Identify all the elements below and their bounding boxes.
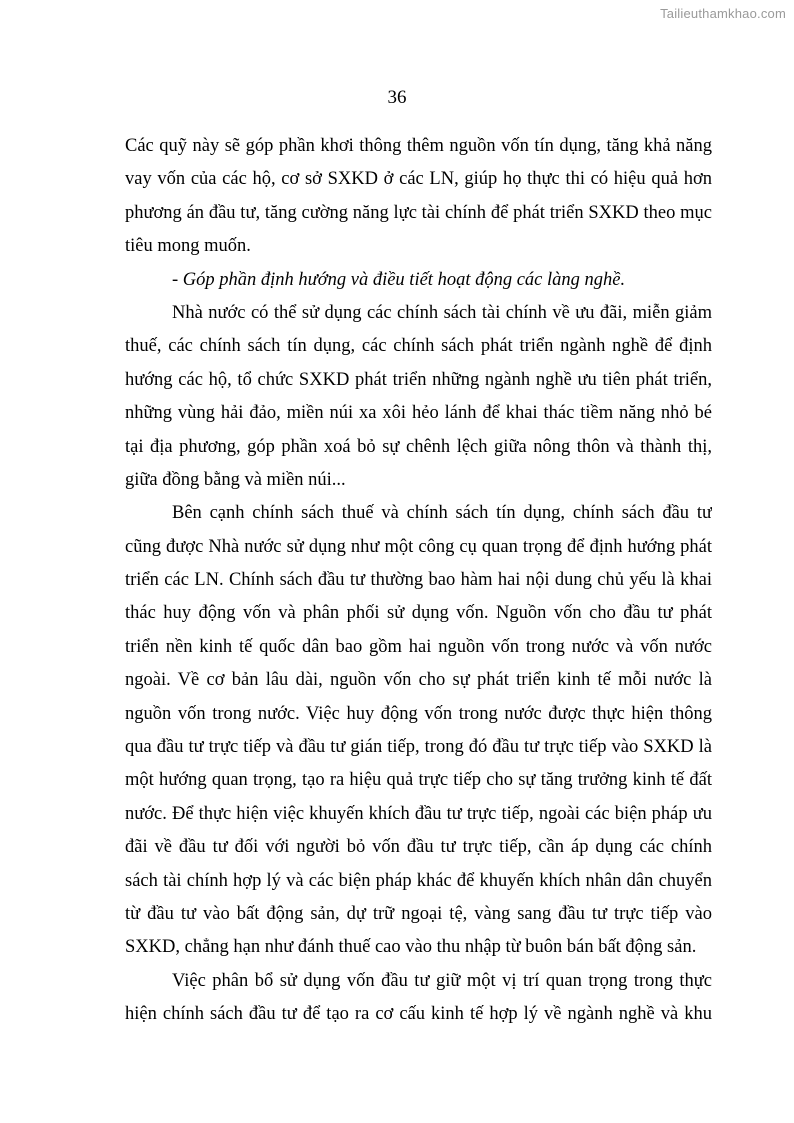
text-line: thác huy động vốn và phân phối sử dụng vốn. Nguồn vốn cho đầu tư phát (125, 603, 712, 624)
subheading (125, 264, 712, 297)
text-line: Bên cạnh chính sách thuế và chính sách tín dụng, chính sách đầu tư (172, 503, 712, 524)
text-line: qua đầu tư trực tiếp và đầu tư gián tiếp, trong đó đầu tư trực tiếp vào SXKD là (125, 737, 712, 758)
text-line: tại địa phương, góp phần xoá bỏ sự chênh lệch giữa nông thôn và thành thị, (125, 436, 712, 457)
text-line: hướng các hộ, tổ chức SXKD phát triển những ngành nghề ưu tiên phát triển, (125, 369, 712, 390)
text-line: vay vốn của các hộ, cơ sở SXKD ở các LN, giúp họ thực thi có hiệu quả hơn (125, 169, 712, 190)
text-line: sách tài chính hợp lý và các biện pháp khác để khuyến khích nhân dân chuyển (125, 870, 712, 891)
text-line: Nhà nước có thể sử dụng các chính sách tài chính về ưu đãi, miễn giảm (172, 302, 712, 323)
text-line: đãi về đầu tư đối với người bỏ vốn đầu tư trực tiếp, cần áp dụng các chính (125, 837, 712, 858)
text-line: một hướng quan trọng, tạo ra hiệu quả trực tiếp cho sự tăng trưởng kinh tế đất (125, 770, 712, 791)
text-line: Việc phân bổ sử dụng vốn đầu tư giữ một vị trí quan trọng trong thực (172, 970, 712, 991)
text-line: tiêu mong muốn. (125, 236, 251, 257)
text-line: cũng được Nhà nước sử dụng như một công cụ quan trọng để định hướng phát (125, 536, 712, 557)
paragraph (125, 130, 712, 264)
text-line: nguồn vốn trong nước. Việc huy động vốn trong nước được thực hiện thông (125, 703, 712, 724)
text-line: hiện chính sách đầu tư để tạo ra cơ cấu kinh tế hợp lý về ngành nghề và khu (125, 1004, 712, 1025)
text-line: triển nền kinh tế quốc dân bao gồm hai nguồn vốn trong nước và vốn nước (125, 636, 712, 657)
text-line: những vùng hải đảo, miền núi xa xôi hẻo lánh để khai thác tiềm năng nhỏ bé (125, 403, 712, 424)
text-line: từ đầu tư vào bất động sản, dự trữ ngoại tệ, vàng sang đầu tư trực tiếp vào (125, 903, 712, 924)
text-line: triển các LN. Chính sách đầu tư thường bao hàm hai nội dung chủ yếu là khai (125, 570, 712, 591)
text-line: Các quỹ này sẽ góp phần khơi thông thêm nguồn vốn tín dụng, tăng khả năng (125, 136, 712, 156)
paragraph (125, 965, 712, 1032)
text-line: SXKD, chẳng hạn như đánh thuế cao vào thu nhập từ buôn bán bất động sản. (125, 937, 697, 958)
page-number: 36 (387, 87, 407, 108)
text-line: nước. Để thực hiện việc khuyến khích đầu tư trực tiếp, ngoài các biện pháp ưu (125, 803, 712, 824)
paragraph (125, 497, 712, 964)
document-body (125, 130, 712, 1032)
text-line: ngoài. Về cơ bản lâu dài, nguồn vốn cho sự phát triển kinh tế mỗi nước là (125, 670, 712, 691)
text-line: phương án đầu tư, tăng cường năng lực tài chính để phát triển SXKD theo mục (125, 202, 712, 223)
text-line: thuế, các chính sách tín dụng, các chính sách phát triển ngành nghề để định (125, 336, 712, 357)
paragraph (125, 297, 712, 497)
text-line: giữa đồng bằng và miền núi... (125, 469, 346, 490)
subheading-text: - Góp phần định hướng và điều tiết hoạt động các làng nghề. (172, 269, 626, 290)
watermark: Tailieuthamkhao.com (660, 6, 786, 21)
